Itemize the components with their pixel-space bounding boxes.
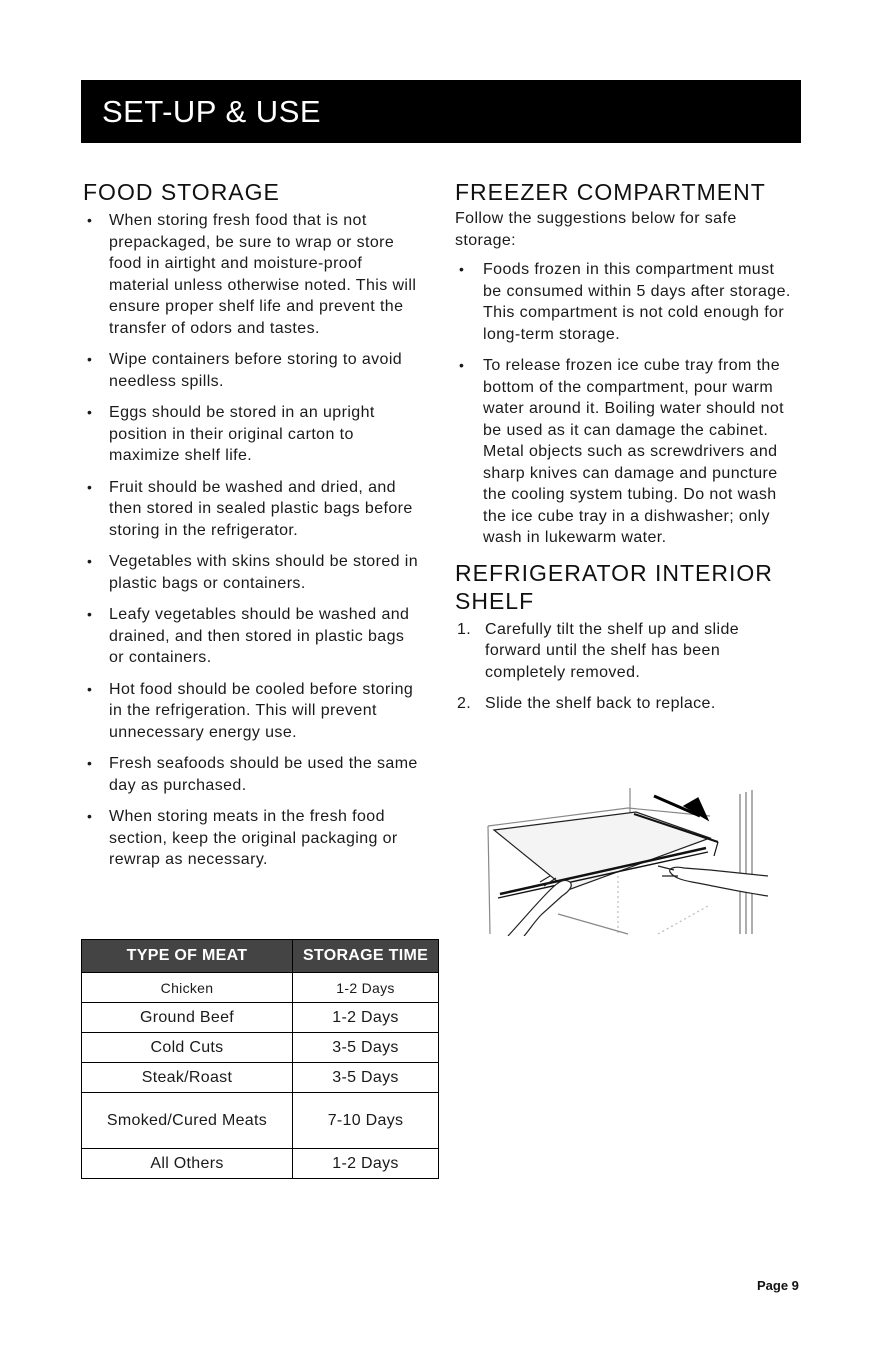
table-row	[82, 973, 439, 1003]
column-header: TYPE OF MEAT	[82, 940, 293, 973]
table-row	[82, 1063, 439, 1093]
storage-time-cell: 3-5 Days	[293, 1033, 439, 1063]
list-item: 1. Carefully tilt the shelf up and slide forward until the shelf has been completely removed.	[457, 620, 740, 681]
list-item: • When storing fresh food that is not prepackaged, be sure to wrap or store food in airtight and moisture-proof material unless otherwise noted. This will ensure proper shelf life and prevent the transfer of odors and tastes.	[87, 212, 417, 337]
storage-time-cell: 1-2 Days	[293, 973, 439, 1003]
food-storage-list	[83, 210, 423, 871]
column-header: STORAGE TIME	[293, 940, 439, 973]
list-item: • Leafy vegetables should be washed and drained, and then stored in plastic bags or containers.	[87, 606, 410, 666]
meat-type-cell: Smoked/Cured Meats	[82, 1093, 293, 1149]
list-item: • Eggs should be stored in an upright position in their original carton to maximize shelf life.	[87, 404, 375, 464]
freezer-list	[455, 259, 795, 549]
bullet-icon: •	[87, 351, 93, 367]
storage-time-cell: 7-10 Days	[293, 1093, 439, 1149]
freezer-heading: FREEZER COMPARTMENT	[455, 179, 766, 205]
storage-time-cell: 1-2 Days	[293, 1003, 439, 1033]
page-title: SET-UP & USE	[102, 94, 322, 129]
bullet-icon: •	[87, 404, 93, 420]
list-item: • To release frozen ice cube tray from the bottom of the compartment, pour warm water around it. Boiling water should not be used as it can damage the cabinet. Metal objects such as screwdrivers and sharp knives can damage and puncture the cooling system tubing. Do not wash the ice cube tray in a dishwasher; only wash in lukewarm water.	[459, 357, 785, 546]
bullet-icon: •	[459, 261, 465, 277]
food-storage-section	[83, 178, 423, 881]
shelf-steps	[455, 619, 795, 715]
storage-time-cell: 3-5 Days	[293, 1063, 439, 1093]
section-banner	[81, 80, 801, 143]
meat-type-cell: All Others	[82, 1149, 293, 1179]
food-storage-heading: FOOD STORAGE	[83, 179, 280, 205]
meat-type-cell: Steak/Roast	[82, 1063, 293, 1093]
table-row	[82, 1003, 439, 1033]
meat-type-cell: Ground Beef	[82, 1003, 293, 1033]
list-item: • Fruit should be washed and dried, and then stored in sealed plastic bags before storing in the refrigerator.	[87, 478, 413, 539]
freezer-intro: Follow the suggestions below for safe storage:	[455, 210, 737, 249]
table-header-row	[82, 940, 439, 973]
meat-type-cell: Cold Cuts	[82, 1033, 293, 1063]
table-row	[82, 1033, 439, 1063]
right-column	[455, 178, 795, 725]
meat-storage-table	[81, 939, 439, 1179]
bullet-icon: •	[87, 808, 93, 824]
meat-type-cell: Chicken	[82, 973, 293, 1003]
bullet-icon: •	[87, 680, 93, 697]
bullet-icon: •	[87, 606, 93, 622]
list-item: • Wipe containers before storing to avoid needless spills.	[87, 351, 403, 390]
list-item: • Vegetables with skins should be stored in plastic bags or containers.	[87, 553, 419, 592]
shelf-heading: REFRIGERATOR INTERIOR SHELF	[455, 559, 773, 614]
bullet-icon: •	[87, 212, 93, 228]
table-row	[82, 1149, 439, 1179]
storage-time-cell: 1-2 Days	[293, 1149, 439, 1179]
table-row	[82, 1093, 439, 1149]
bullet-icon: •	[87, 478, 93, 495]
bullet-icon: •	[87, 553, 93, 569]
list-item: • Hot food should be cooled before storing in the refrigeration. This will prevent unnecessary energy use.	[87, 680, 414, 741]
list-item: • Fresh seafoods should be used the same day as purchased.	[87, 755, 418, 794]
list-item: • When storing meats in the fresh food section, keep the original packaging or rewrap as necessary.	[87, 808, 398, 868]
list-item: 2. Slide the shelf back to replace.	[457, 695, 716, 712]
bullet-icon: •	[87, 755, 93, 771]
list-item: • Foods frozen in this compartment must be consumed within 5 days after storage. This compartment is not cold enough for long-term storage.	[459, 261, 791, 343]
bullet-icon: •	[459, 357, 465, 373]
shelf-removal-illustration	[478, 786, 788, 936]
page-number: Page 9	[757, 1278, 799, 1293]
